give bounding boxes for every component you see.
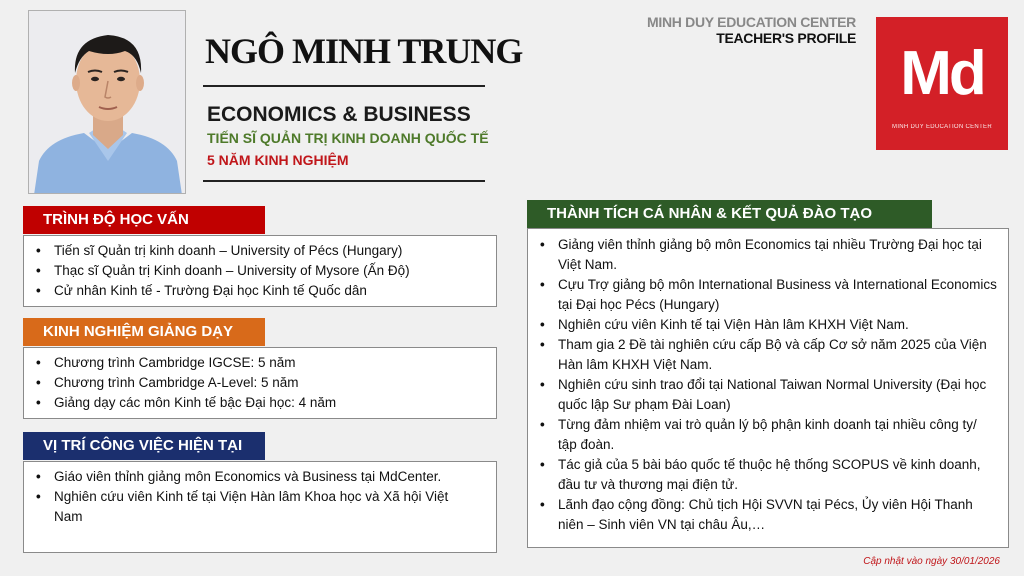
achievements-box	[527, 228, 1009, 548]
current-position-box	[23, 461, 497, 553]
list-item: • Cử nhân Kinh tế - Trường Đại học Kinh tế Quốc dân	[24, 281, 496, 301]
list-item: • Tiến sĩ Quản trị kinh doanh – University of Pécs (Hungary)	[24, 241, 496, 261]
list-item: • Tham gia 2 Đề tài nghiên cứu cấp Bộ và cấp Cơ sở năm 2025 của Viện Hàn lâm KHXH Việt Nam.	[528, 335, 998, 375]
md-logo	[876, 17, 1008, 150]
achievements-header: THÀNH TÍCH CÁ NHÂN & KẾT QUẢ ĐÀO TẠO	[527, 200, 932, 228]
divider	[203, 180, 485, 182]
center-name: MINH DUY EDUCATION CENTER	[647, 14, 856, 30]
list-item: • Tác giả của 5 bài báo quốc tế thuộc hệ thống SCOPUS về kinh doanh, đầu tư và thương mại điện tử.	[528, 455, 998, 495]
experience-years: 5 NĂM KINH NGHIỆM	[207, 152, 349, 168]
profile-label: TEACHER'S PROFILE	[716, 30, 856, 46]
list-item: • Chương trình Cambridge A-Level: 5 năm	[24, 373, 496, 393]
list-item: • Giáo viên thỉnh giảng môn Economics và Business tại MdCenter.	[24, 467, 456, 487]
list-item: • Từng đảm nhiệm vai trò quản lý bộ phận kinh doanh tại nhiều công ty/ tập đoàn.	[528, 415, 998, 455]
subject-title: ECONOMICS & BUSINESS	[207, 103, 471, 126]
teaching-header: KINH NGHIỆM GIẢNG DẠY	[23, 318, 265, 346]
list-item: • Nghiên cứu viên Kinh tế tại Viện Hàn lâm Khoa học và Xã hội Việt Nam	[24, 487, 456, 527]
degree-title: TIẾN SĨ QUẢN TRỊ KINH DOANH QUỐC TẾ	[207, 130, 489, 146]
education-box	[23, 235, 497, 307]
teacher-name: NGÔ MINH TRUNG	[205, 31, 523, 71]
list-item: • Cựu Trợ giảng bộ môn International Business và International Economics tại Đại học Pécs (Hungary)	[528, 275, 998, 315]
updated-date: Cập nhật vào ngày 30/01/2026	[863, 556, 1000, 567]
logo-subtitle: MINH DUY EDUCATION CENTER	[892, 124, 992, 130]
current-position-list	[24, 467, 456, 527]
list-item: • Chương trình Cambridge IGCSE: 5 năm	[24, 353, 496, 373]
education-list	[24, 241, 496, 301]
teaching-box	[23, 347, 497, 419]
teacher-photo	[28, 10, 186, 194]
divider	[203, 85, 485, 87]
logo-mark: Md	[900, 39, 984, 108]
list-item: • Thạc sĩ Quản trị Kinh doanh – University of Mysore (Ấn Độ)	[24, 261, 496, 281]
list-item: • Lãnh đạo cộng đồng: Chủ tịch Hội SVVN tại Pécs, Ủy viên Hội Thanh niên – Sinh viên VN tại châu Âu,…	[528, 495, 998, 535]
list-item: • Giảng viên thỉnh giảng bộ môn Economics tại nhiều Trường Đại học tại Việt Nam.	[528, 235, 998, 275]
education-header: TRÌNH ĐỘ HỌC VẤN	[23, 206, 265, 234]
portrait-image	[29, 11, 186, 194]
teaching-list	[24, 353, 496, 413]
list-item: • Nghiên cứu viên Kinh tế tại Viện Hàn lâm KHXH Việt Nam.	[528, 315, 998, 335]
list-item: • Giảng dạy các môn Kinh tế bậc Đại học: 4 năm	[24, 393, 496, 413]
list-item: • Nghiên cứu sinh trao đổi tại National Taiwan Normal University (Đại học quốc lập Sư phạm Đài Loan)	[528, 375, 998, 415]
achievements-list	[528, 235, 998, 535]
current-position-header: VỊ TRÍ CÔNG VIỆC HIỆN TẠI	[23, 432, 265, 460]
